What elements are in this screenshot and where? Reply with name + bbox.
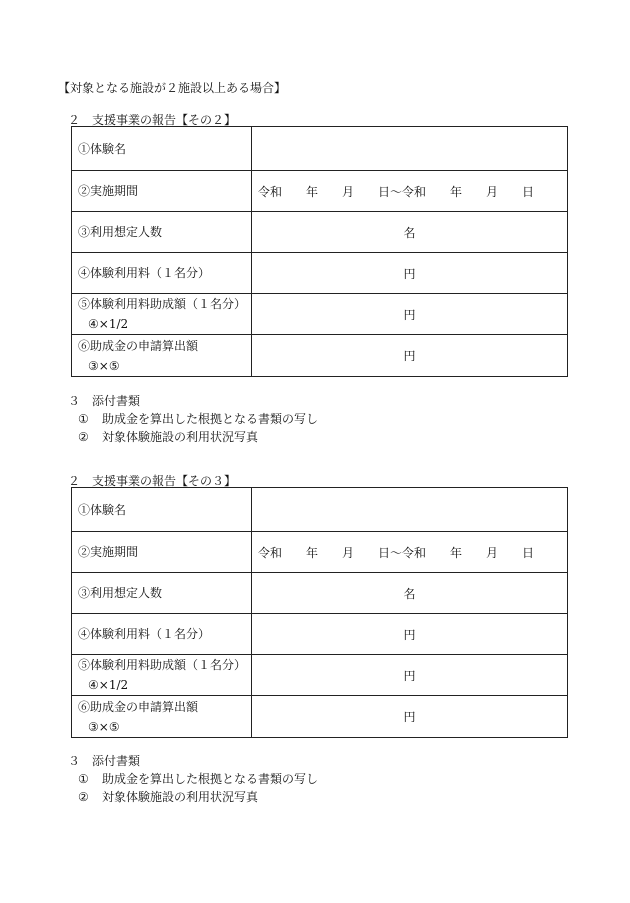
row-fee — [72, 614, 568, 655]
attachments-title: ３ 添付書類 — [68, 754, 141, 768]
row-subsidy — [72, 294, 568, 335]
row-fee — [72, 253, 568, 294]
label-request — [72, 335, 252, 377]
label-subsidy-line2: ④×1/2 — [88, 678, 129, 692]
label-request-line1: ⑥助成金の申請算出額 — [78, 338, 199, 353]
label-subsidy-line1: ⑤体験利用料助成額（１名分） — [78, 297, 247, 311]
row-request — [72, 335, 568, 377]
value-fee[interactable]: 円 — [252, 253, 568, 294]
attachment-text-1: 助成金を算出した根拠となる書類の写し — [102, 412, 319, 426]
report-table-2 — [71, 126, 568, 377]
value-subsidy[interactable]: 円 — [252, 294, 568, 335]
value-period[interactable]: 令和 年 月 日～令和 年 月 日 — [252, 532, 568, 573]
label-fee: ④体験利用料（１名分） — [72, 614, 252, 655]
row-request — [72, 696, 568, 738]
label-subsidy — [72, 655, 252, 696]
row-period — [72, 171, 568, 212]
attachment-item-1 — [68, 770, 318, 788]
value-subsidy[interactable]: 円 — [252, 655, 568, 696]
attachment-text-1: 助成金を算出した根拠となる書類の写し — [102, 772, 319, 786]
attachment-num-2: ② — [78, 790, 89, 804]
label-experience-name: ①体験名 — [72, 127, 252, 171]
label-request — [72, 696, 252, 738]
section-title-3: ２ 支援事業の報告【その３】 — [68, 474, 237, 488]
label-period: ②実施期間 — [72, 532, 252, 573]
attachment-num-1: ① — [78, 772, 89, 786]
section-title-2: ２ 支援事業の報告【その２】 — [68, 113, 237, 127]
value-period[interactable]: 令和 年 月 日～令和 年 月 日 — [252, 171, 568, 212]
label-request-line2: ③×⑤ — [88, 719, 120, 734]
row-expected-users — [72, 573, 568, 614]
row-period — [72, 532, 568, 573]
value-request[interactable]: 円 — [252, 335, 568, 377]
label-experience-name: ①体験名 — [72, 488, 252, 532]
row-experience-name — [72, 488, 568, 532]
attachment-item-1 — [68, 410, 318, 428]
row-experience-name — [72, 127, 568, 171]
label-expected-users: ③利用想定人数 — [72, 212, 252, 253]
value-experience-name[interactable] — [252, 127, 568, 171]
value-fee[interactable]: 円 — [252, 614, 568, 655]
page-heading: 【対象となる施設が２施設以上ある場合】 — [58, 81, 287, 95]
attachment-item-2 — [68, 788, 318, 806]
value-request[interactable]: 円 — [252, 696, 568, 738]
value-experience-name[interactable] — [252, 488, 568, 532]
label-fee: ④体験利用料（１名分） — [72, 253, 252, 294]
report-table-3 — [71, 487, 568, 738]
attachment-num-1: ① — [78, 412, 89, 426]
attachment-item-2 — [68, 428, 318, 446]
row-expected-users — [72, 212, 568, 253]
label-subsidy-line2: ④×1/2 — [88, 317, 129, 331]
attachment-text-2: 対象体験施設の利用状況写真 — [102, 790, 259, 804]
label-subsidy-line1: ⑤体験利用料助成額（１名分） — [78, 658, 247, 672]
attachment-num-2: ② — [78, 430, 89, 444]
label-expected-users: ③利用想定人数 — [72, 573, 252, 614]
attachment-text-2: 対象体験施設の利用状況写真 — [102, 430, 259, 444]
label-period: ②実施期間 — [72, 171, 252, 212]
row-subsidy — [72, 655, 568, 696]
label-request-line1: ⑥助成金の申請算出額 — [78, 699, 199, 714]
attachments-section-1 — [68, 392, 318, 446]
label-request-line2: ③×⑤ — [88, 358, 120, 373]
attachments-title: ３ 添付書類 — [68, 394, 141, 408]
attachments-section-2 — [68, 752, 318, 806]
value-expected-users[interactable]: 名 — [252, 212, 568, 253]
label-subsidy — [72, 294, 252, 335]
value-expected-users[interactable]: 名 — [252, 573, 568, 614]
